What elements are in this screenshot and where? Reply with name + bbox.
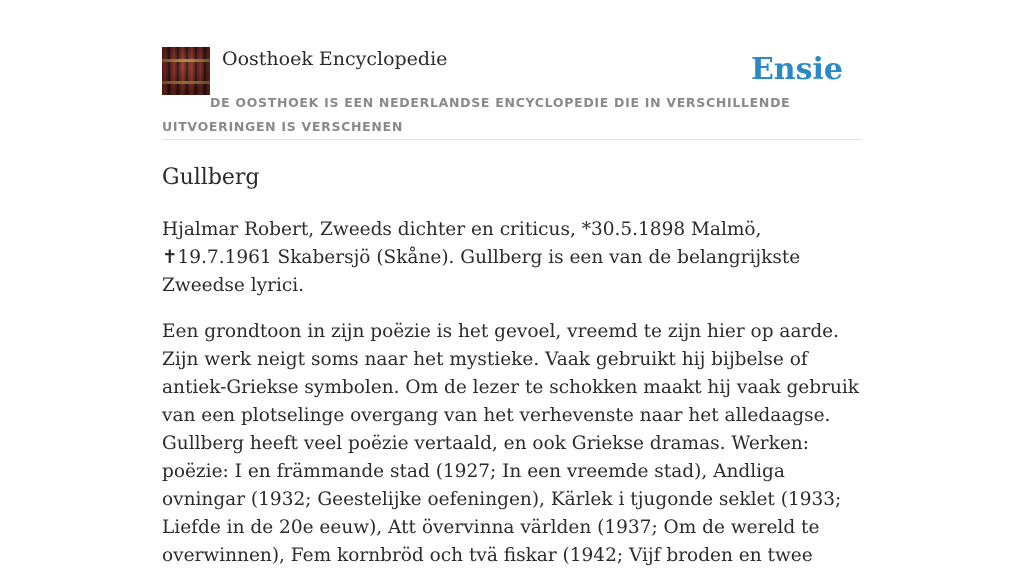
brand-logo-link[interactable]: Ensie: [750, 52, 843, 87]
article: [162, 160, 868, 570]
site-tagline: DE OOSTHOEK IS EEN NEDERLANDSE ENCYCLOPEDIE DIE IN VERSCHILLENDE UITVOERINGEN IS VERSCHENEN: [162, 95, 791, 134]
article-title: Gullberg: [162, 165, 260, 190]
site-title-link[interactable]: Oosthoek Encyclopedie: [222, 48, 448, 70]
article-paragraph-intro: Hjalmar Robert, Zweeds dichter en criticus, *30.5.1898 Malmö, ✝19.7.1961 Skabersjö (Skåne). Gullberg is een van de belangrijkste Zweedse lyrici.: [162, 219, 801, 296]
article-paragraph-body: Een grondtoon in zijn poëzie is het gevoel, vreemd te zijn hier op aarde. Zijn werk neigt soms naar het mystieke. Vaak gebruikt hij bijbelse of antiek-Griekse symbolen. Om de lezer te schokken maakt hij vaak gebruik van een plotselinge overgang van het verhevenste naar het alledaagse. Gullberg heeft veel poëzie vertaald, en ook Griekse dramas. Werken: poëzie: I en främmande stad (1927; In een vreemde stad), Andliga ovningar (1932; Geestelijke oefeningen), Kärlek i tjugonde seklet (1933; Liefde in de 20e eeuw), Att övervinna världen (1937; Om de wereld te overwinnen), Fem kornbröd och tvä fiskar (1942; Vijf broden en twee: [162, 321, 859, 566]
encyclopedia-books-avatar-icon[interactable]: [162, 47, 210, 95]
header-divider: [162, 139, 862, 140]
site-header: [162, 46, 862, 140]
avatar-shade: [162, 47, 210, 95]
